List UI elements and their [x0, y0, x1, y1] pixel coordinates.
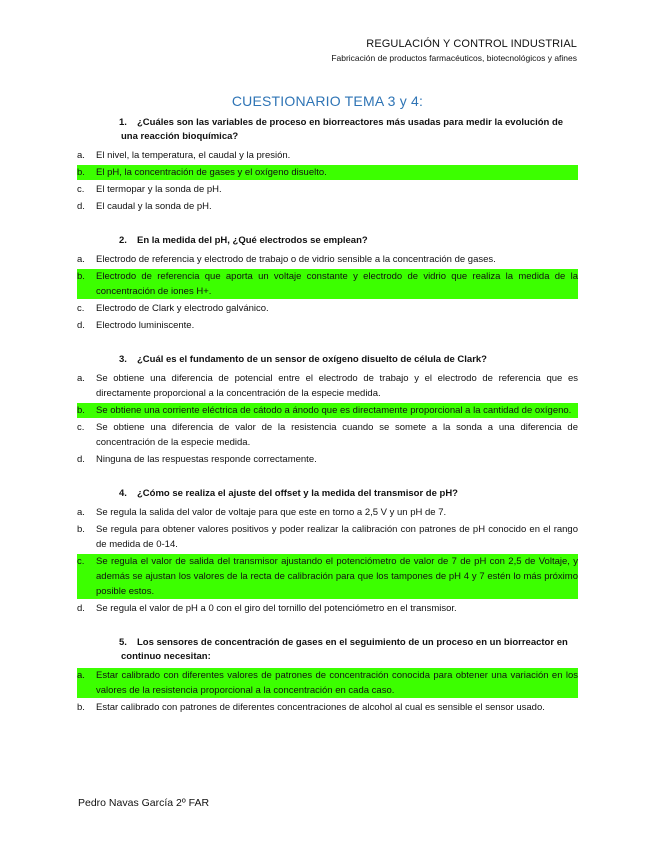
page-footer [78, 797, 209, 809]
option-letter: d. [77, 454, 85, 465]
question-number: 3. [119, 354, 127, 365]
option-text: Electrodo de Clark y electrodo galvánico. [96, 303, 269, 314]
answer-options [77, 148, 578, 214]
question-number: 2. [119, 235, 127, 246]
option-letter: a. [77, 373, 85, 384]
answer-option-highlighted [77, 165, 578, 180]
option-letter: d. [77, 201, 85, 212]
question-text [96, 487, 578, 501]
answer-option [77, 505, 578, 520]
answer-option-highlighted [77, 403, 578, 418]
question-block [77, 487, 578, 616]
answer-option [77, 700, 578, 715]
answer-options [77, 505, 578, 616]
option-text: Se obtiene una diferencia de valor de la resistencia cuando se somete a la sonda a una diferencia de concentración de la especie medida. [96, 422, 578, 448]
option-letter: c. [77, 556, 85, 567]
course-title: REGULACIÓN Y CONTROL INDUSTRIAL [366, 38, 577, 50]
option-letter: b. [77, 167, 85, 178]
author-name: Pedro Navas García 2º FAR [78, 797, 210, 809]
option-text: Se regula el valor de salida del transmisor ajustando el potenciómetro de valor de 7 de pH con 2,5 de Voltaje, y además se ajustan los valores de la recta de calibración para que los tampones de pH 4 y 7 estén lo más próximo posible estos. [96, 556, 578, 597]
option-letter: b. [77, 524, 85, 535]
question-block [77, 636, 578, 715]
question-number: 5. [119, 637, 127, 648]
option-letter: d. [77, 320, 85, 331]
answer-options [77, 252, 578, 333]
page-header [331, 38, 577, 63]
option-text: El pH, la concentración de gases y el oxígeno disuelto. [96, 167, 327, 178]
option-letter: c. [77, 184, 85, 195]
option-letter: b. [77, 702, 85, 713]
answer-option [77, 182, 578, 197]
answer-option [77, 148, 578, 163]
option-letter: b. [77, 271, 85, 282]
question-block [77, 234, 578, 333]
question-text [96, 234, 578, 248]
option-text: Se regula el valor de pH a 0 con el giro del tornillo del potenciómetro en el transmisor. [96, 603, 457, 614]
option-text: Se obtiene una diferencia de potencial entre el electrodo de trabajo y el electrodo de referencia que es directamente proporcional a la concentración de la especie medida. [96, 373, 578, 399]
option-text: Se regula para obtener valores positivos y poder realizar la calibración con patrones de pH conocido en el rango de medida de 0-14. [96, 524, 578, 550]
answer-options [77, 371, 578, 467]
option-text: Estar calibrado con patrones de diferentes concentraciones de alcohol al cual es sensible el sensor usado. [96, 702, 545, 713]
question-label: Los sensores de concentración de gases en el seguimiento de un proceso en un biorreactor en continuo necesitan: [121, 637, 568, 662]
answer-option-highlighted [77, 554, 578, 599]
question-text [96, 636, 578, 664]
question-label: En la medida del pH, ¿Qué electrodos se emplean? [137, 235, 368, 246]
answer-option [77, 199, 578, 214]
answer-option [77, 371, 578, 401]
question-block [77, 353, 578, 467]
answer-option-highlighted [77, 269, 578, 299]
answer-option [77, 252, 578, 267]
answer-option [77, 318, 578, 333]
option-text: Se obtiene una corriente eléctrica de cátodo a ánodo que es directamente proporcional a la cantidad de oxígeno. [96, 405, 572, 416]
answer-option-highlighted [77, 668, 578, 698]
option-text: Electrodo de referencia y electrodo de trabajo o de vidrio sensible a la concentración de gases. [96, 254, 496, 265]
option-text: El caudal y la sonda de pH. [96, 201, 212, 212]
answer-option [77, 301, 578, 316]
option-text: El nivel, la temperatura, el caudal y la presión. [96, 150, 291, 161]
option-text: Electrodo de referencia que aporta un voltaje constante y electrodo de vidrio que realiza la medida de la concentración de iones H+. [96, 271, 578, 297]
question-label: ¿Cómo se realiza el ajuste del offset y la medida del transmisor de pH? [137, 488, 458, 499]
course-subtitle: Fabricación de productos farmacéuticos, biotecnológicos y afines [331, 53, 577, 63]
question-number: 1. [119, 117, 127, 128]
question-label: ¿Cuáles son las variables de proceso en biorreactores más usadas para medir la evolución de una reacción bioquímica? [121, 117, 564, 142]
question-text [96, 353, 578, 367]
answer-option [77, 522, 578, 552]
answer-options [77, 668, 578, 715]
answer-option [77, 601, 578, 616]
question-label: ¿Cuál es el fundamento de un sensor de oxígeno disuelto de célula de Clark? [137, 354, 487, 365]
document-title: CUESTIONARIO TEMA 3 y 4: [231, 93, 424, 109]
option-text: El termopar y la sonda de pH. [96, 184, 222, 195]
option-letter: a. [77, 670, 85, 681]
option-letter: b. [77, 405, 85, 416]
option-text: Ninguna de las respuestas responde correctamente. [96, 454, 317, 465]
questions-list [77, 116, 578, 717]
question-block [77, 116, 578, 214]
option-text: Estar calibrado con diferentes valores de patrones de concentración conocida para obtener una variación en los valores de la resistencia proporcional a la concentración en cada caso. [96, 670, 578, 696]
option-letter: d. [77, 603, 85, 614]
option-text: Electrodo luminiscente. [96, 320, 195, 331]
answer-option [77, 452, 578, 467]
option-letter: c. [77, 422, 85, 433]
question-number: 4. [119, 488, 127, 499]
answer-option [77, 420, 578, 450]
option-letter: a. [77, 150, 85, 161]
question-text [96, 116, 578, 144]
option-letter: c. [77, 303, 85, 314]
option-letter: a. [77, 254, 85, 265]
option-text: Se regula la salida del valor de voltaje para que este en torno a 2,5 V y un pH de 7. [96, 507, 447, 518]
option-letter: a. [77, 507, 85, 518]
